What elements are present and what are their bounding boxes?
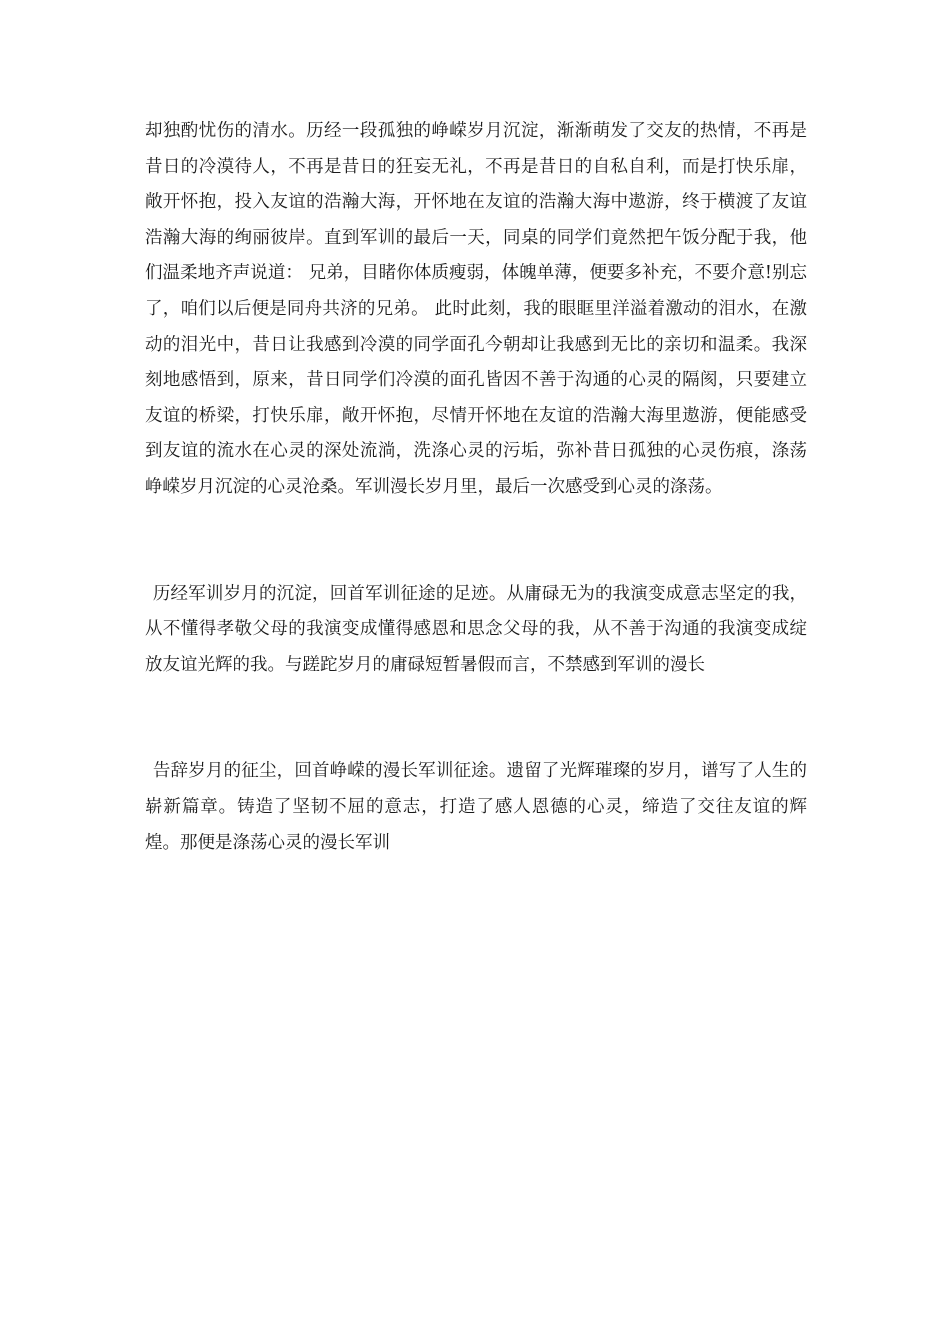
paragraph-1: 却独酌忧伤的清水。历经一段孤独的峥嵘岁月沉淀，渐渐萌发了交友的热情，不再是昔日的冷漠待人，不再是昔日的狂妄无礼，不再是昔日的自私自利，而是打快乐扉，敞开怀抱，投入友谊的浩瀚大海，开怀地在友谊的浩瀚大海中遨游，终于横渡了友谊浩瀚大海的绚丽彼岸。直到军训的最后一天，同桌的同学们竟然把午饭分配于我，他们温柔地齐声说道： 兄弟，目睹你体质瘦弱，体魄单薄，便要多补充，不要介意!别忘了，咱们以后便是同舟共济的兄弟。 此时此刻，我的眼眶里洋溢着激动的泪水，在激动的泪光中，昔日让我感到冷漠的同学面孔今朝却让我感到无比的亲切和温柔。我深刻地感悟到，原来，昔日同学们冷漠的面孔皆因不善于沟通的心灵的隔阂，只要建立友谊的桥梁，打快乐扉，敞开怀抱，尽情开怀地在友谊的浩瀚大海里遨游，便能感受到友谊的流水在心灵的深处流淌，洗涤心灵的污垢，弥补昔日孤独的心灵伤痕，涤荡峥嵘岁月沉淀的心灵沧桑。军训漫长岁月里，最后一次感受到心灵的涤荡。	[145, 121, 807, 497]
paragraph-2: 历经军训岁月的沉淀，回首军训征途的足迹。从庸碌无为的我演变成意志坚定的我，从不懂得孝敬父母的我演变成懂得感恩和思念父母的我，从不善于沟通的我演变成绽放友谊光辉的我。与蹉跎岁月的庸碌短暂暑假而言，不禁感到军训的漫长	[145, 583, 807, 675]
document-body	[145, 114, 807, 861]
paragraph-3: 告辞岁月的征尘，回首峥嵘的漫长军训征途。遗留了光辉璀璨的岁月，谱写了人生的崭新篇章。铸造了坚韧不屈的意志，打造了感人恩德的心灵，缔造了交往友谊的辉煌。那便是涤荡心灵的漫长军训	[145, 761, 807, 853]
